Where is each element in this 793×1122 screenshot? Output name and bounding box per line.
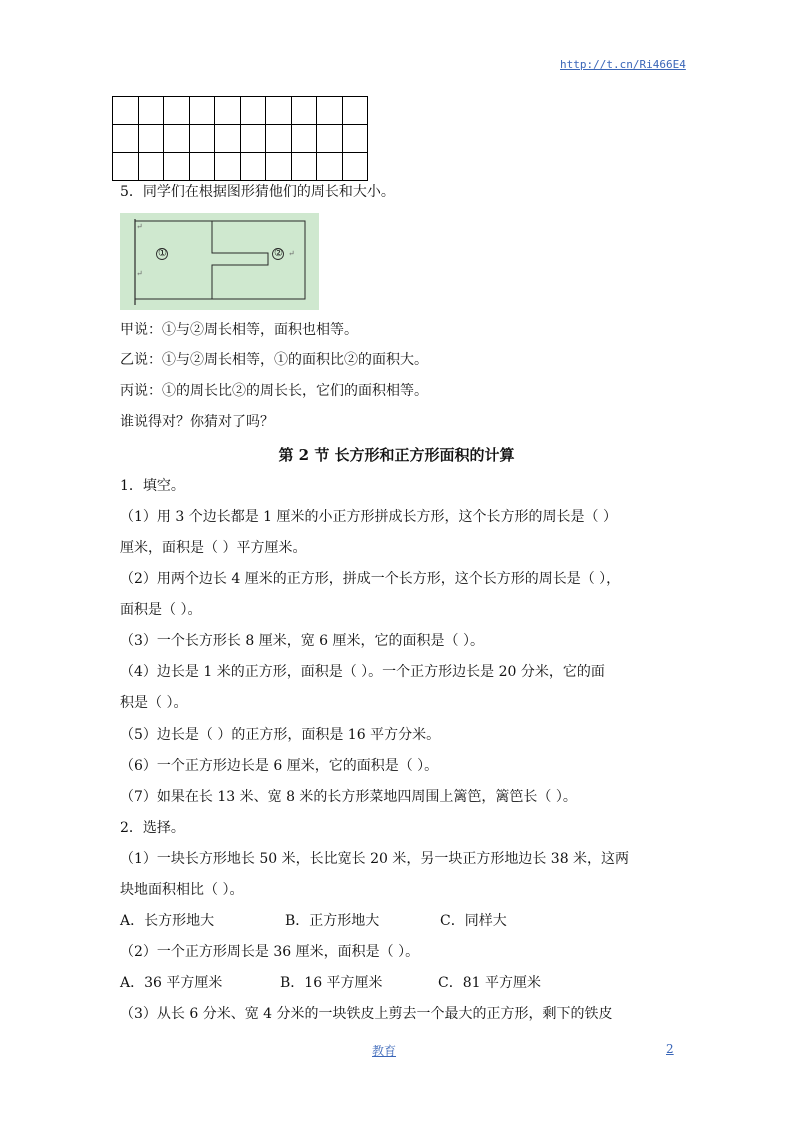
grid-cell [189,125,215,153]
grid-cell [342,153,368,181]
page-number: 2 [666,1042,674,1056]
fill-heading: 1．填空。 [120,478,185,494]
choose-q1-line: 块地面积相比（ ）。 [120,882,244,898]
q5-statement-bing: 丙说：①的周长比②的周长长，它们的面积相等。 [120,383,428,399]
grid-cell [113,97,139,125]
choose-q1-line: （1）一块长方形地长 50 米，长比宽长 20 米，另一块正方形地边长 38 米，这两 [120,851,630,867]
choose-q1-options [120,911,507,931]
grid-cell [113,125,139,153]
section-title: 第 2 节 长方形和正方形面积的计算 [278,446,515,464]
fill-line: （6）一个正方形边长是 6 厘米，它的面积是（ ）。 [120,758,439,774]
grid-row [113,97,368,125]
grid-cell [240,97,266,125]
grid-cell [342,125,368,153]
fill-line: 厘米，面积是（ ）平方厘米。 [120,540,307,556]
grid-cell [215,97,241,125]
grid-row [113,153,368,181]
grid-cell [317,153,343,181]
option-b: B．16 平方厘米 [280,975,383,991]
option-b: B．正方形地大 [285,913,380,929]
grid-cell [164,97,190,125]
option-a: A．长方形地大 [120,913,215,929]
q5-prompt: 5．同学们在根据图形猜他们的周长和大小。 [120,184,395,200]
grid-cell [164,125,190,153]
grid-cell [317,125,343,153]
q5-statement-jia: 甲说：①与②周长相等，面积也相等。 [120,322,358,338]
option-c: C．同样大 [440,913,507,929]
fill-line: （1）用 3 个边长都是 1 厘米的小正方形拼成长方形，这个长方形的周长是（ ） [120,509,617,525]
header-url-link[interactable]: http://t.cn/Ri466E4 [560,58,686,71]
return-mark-icon: ↵ [136,269,143,278]
grid-cell [266,97,292,125]
return-mark-icon: ↵ [136,222,143,231]
grid-cell [189,153,215,181]
grid-cell [164,153,190,181]
grid-cell [138,125,164,153]
q5-figure [120,213,319,310]
grid-row [113,125,368,153]
fill-line: （2）用两个边长 4 厘米的正方形，拼成一个长方形，这个长方形的周长是（ ）， [120,571,621,587]
figure-label-2: ② [274,248,283,259]
grid-cell [342,97,368,125]
option-c: C．81 平方厘米 [438,975,541,991]
return-mark-icon: ↵ [288,249,295,258]
fill-line: （4）边长是 1 米的正方形，面积是（ ）。一个正方形边长是 20 分米，它的面 [120,664,605,680]
grid-cell [291,97,317,125]
fill-line: （3）一个长方形长 8 厘米，宽 6 厘米，它的面积是（ ）。 [120,633,484,649]
footer-link[interactable]: 教育 [372,1044,397,1058]
q5-figure-shape [120,213,319,310]
answer-grid [112,96,368,181]
choose-q2-options [120,973,541,993]
grid-cell [138,97,164,125]
q5-question: 谁说得对？你猜对了吗？ [120,414,274,430]
choose-q2-line: （2）一个正方形周长是 36 厘米，面积是（ ）。 [120,944,420,960]
fill-line: 面积是（ ）。 [120,602,202,618]
fill-line: （5）边长是（ ）的正方形，面积是 16 平方分米。 [120,727,441,743]
option-a: A．36 平方厘米 [120,975,223,991]
q5-statement-yi: 乙说：①与②周长相等，①的面积比②的面积大。 [120,352,428,368]
grid-cell [291,153,317,181]
grid-cell [240,153,266,181]
choose-q3-line: （3）从长 6 分米、宽 4 分米的一块铁皮上剪去一个最大的正方形，剩下的铁皮 [120,1006,613,1022]
grid-cell [266,125,292,153]
grid-cell [113,153,139,181]
fill-line: 积是（ ）。 [120,695,188,711]
grid-cell [291,125,317,153]
figure-label-1: ① [158,248,167,259]
grid-cell [215,153,241,181]
grid-cell [189,97,215,125]
grid-cell [215,125,241,153]
grid-cell [266,153,292,181]
fill-line: （7）如果在长 13 米、宽 8 米的长方形菜地四周围上篱笆，篱笆长（ ）。 [120,789,577,805]
grid-cell [317,97,343,125]
choose-heading: 2．选择。 [120,820,185,836]
grid-cell [138,153,164,181]
grid-cell [240,125,266,153]
